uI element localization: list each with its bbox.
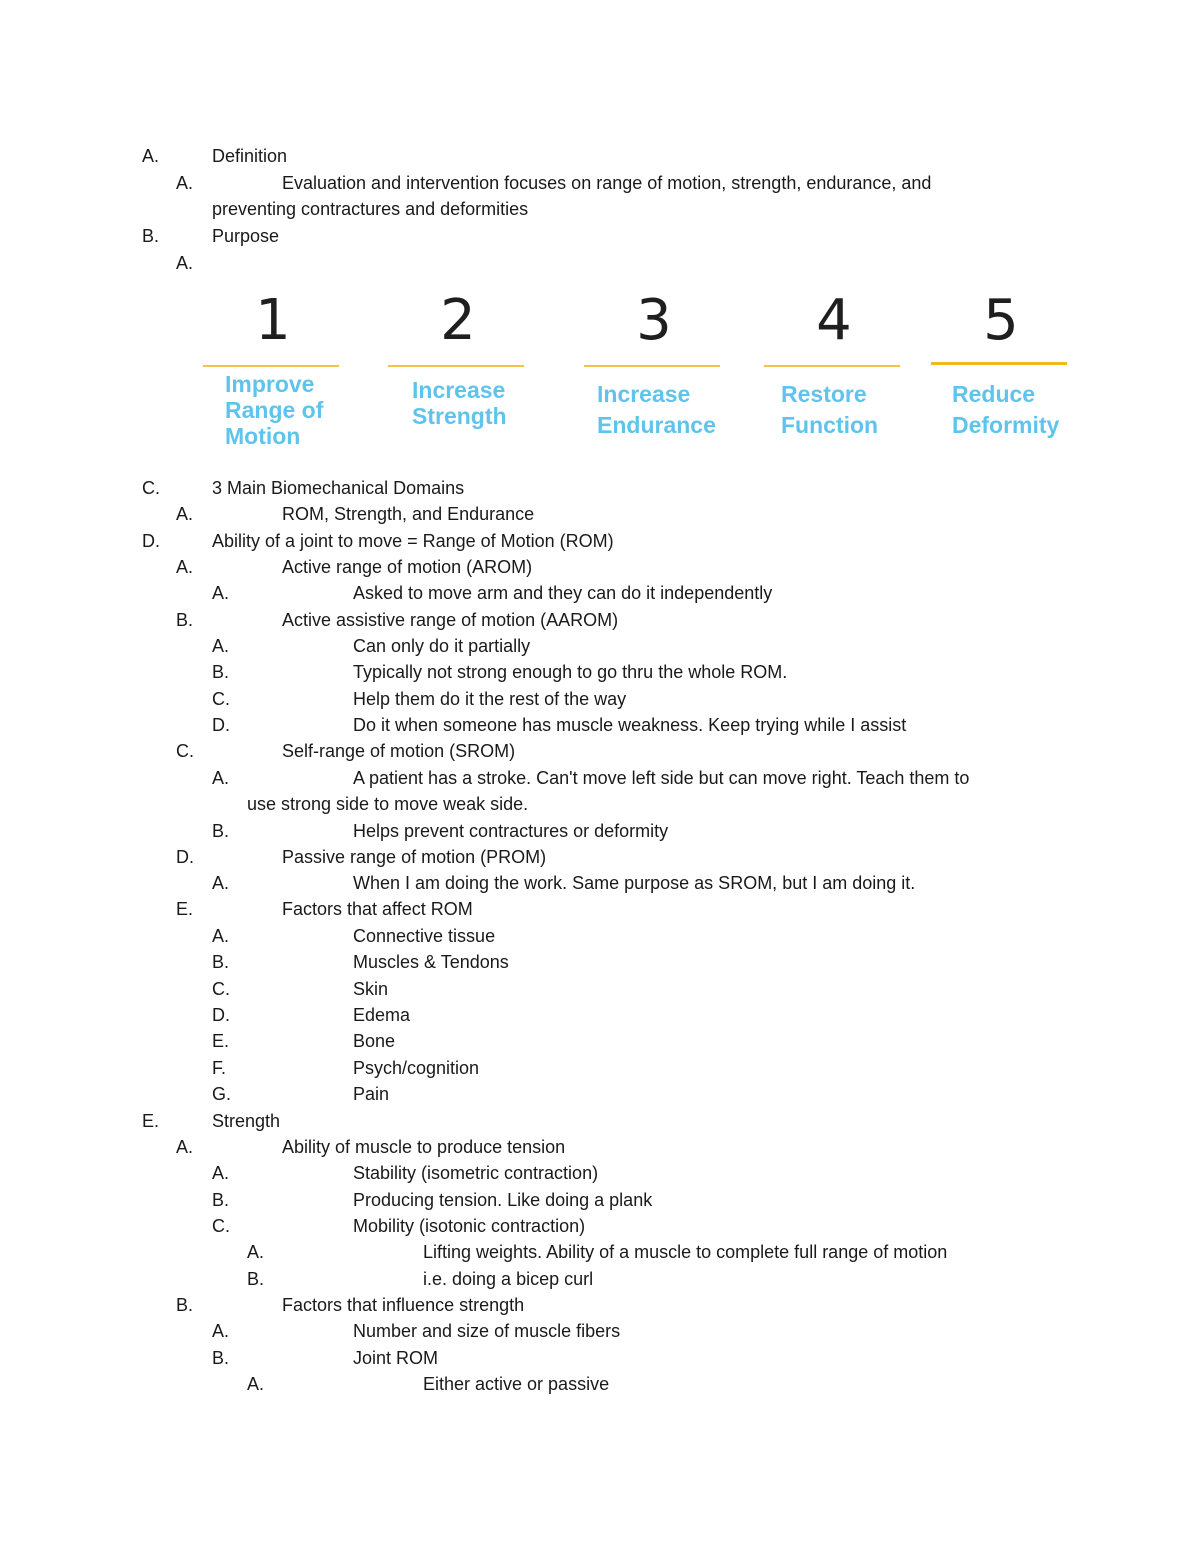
outline-text: Ability of a joint to move = Range of Motion (ROM) <box>212 531 614 551</box>
purpose-label-line: Strength <box>412 403 507 429</box>
outline-marker: C. <box>212 689 230 709</box>
outline-marker: A. <box>176 173 194 193</box>
outline-item <box>0 896 1200 922</box>
purpose-number: 1 <box>255 288 291 353</box>
outline-item <box>0 686 1200 712</box>
outline-item <box>0 1266 1200 1292</box>
outline-text: When I am doing the work. Same purpose as SROM, but I am doing it. <box>353 873 916 893</box>
outline-text: Connective tissue <box>353 926 496 946</box>
outline-marker: C. <box>212 979 230 999</box>
purpose-label-line: Increase <box>597 381 691 407</box>
purpose-label <box>781 379 941 441</box>
purpose-divider <box>203 365 339 367</box>
purpose-label-line: Range of <box>225 397 324 423</box>
outline-marker: A. <box>212 926 230 946</box>
purpose-divider <box>584 365 720 367</box>
purpose-item-4 <box>764 285 904 465</box>
outline-text: Can only do it partially <box>353 636 531 656</box>
outline-marker: A. <box>212 768 230 788</box>
outline-marker: A. <box>247 1374 265 1394</box>
outline-text: Muscles & Tendons <box>353 952 509 972</box>
outline-text: Helps prevent contractures or deformity <box>353 821 669 841</box>
outline-text: Mobility (isotonic contraction) <box>353 1216 586 1236</box>
outline-text: i.e. doing a bicep curl <box>423 1269 594 1289</box>
purpose-label-line: Deformity <box>952 412 1060 438</box>
outline-marker: D. <box>142 531 160 551</box>
outline-item <box>0 633 1200 659</box>
outline-text: Strength <box>212 1111 281 1131</box>
outline-item <box>0 1134 1200 1160</box>
outline-text: Passive range of motion (PROM) <box>282 847 547 867</box>
outline-marker: C. <box>212 1216 230 1236</box>
purpose-label-line: Endurance <box>597 412 716 438</box>
purpose-item-3 <box>584 285 724 465</box>
outline-marker: D. <box>212 715 230 735</box>
purpose-item-1 <box>203 285 343 465</box>
outline-text: Edema <box>353 1005 411 1025</box>
purpose-label <box>952 379 1112 441</box>
outline-item <box>0 923 1200 949</box>
outline-item <box>0 659 1200 685</box>
outline-item <box>0 223 1200 249</box>
outline-marker: B. <box>142 226 160 246</box>
outline-marker: E. <box>142 1111 160 1131</box>
purpose-divider <box>388 365 524 367</box>
outline-item <box>0 501 1200 527</box>
purpose-divider <box>764 365 900 367</box>
outline-marker: A. <box>142 146 160 166</box>
outline-marker: B. <box>212 1190 230 1210</box>
outline-item <box>0 1108 1200 1134</box>
outline-continuation: use strong side to move weak side. <box>247 794 529 814</box>
outline-text: Either active or passive <box>423 1374 610 1394</box>
outline-item <box>0 949 1200 975</box>
outline-text: Active assistive range of motion (AAROM) <box>282 610 619 630</box>
outline-item <box>0 1371 1200 1397</box>
purpose-label-line: Motion <box>225 423 301 449</box>
outline-text: Factors that influence strength <box>282 1295 525 1315</box>
outline-marker: F. <box>212 1058 227 1078</box>
outline-text: Ability of muscle to produce tension <box>282 1137 566 1157</box>
purpose-label <box>597 379 757 441</box>
outline-item <box>0 1213 1200 1239</box>
purpose-number: 4 <box>816 288 852 353</box>
outline-item <box>0 844 1200 870</box>
outline-text: Pain <box>353 1084 390 1104</box>
outline-text: 3 Main Biomechanical Domains <box>212 478 465 498</box>
outline-text: Definition <box>212 146 288 166</box>
outline-item <box>0 1345 1200 1371</box>
purpose-number: 3 <box>636 288 672 353</box>
outline-marker: B. <box>212 952 230 972</box>
outline-item <box>0 712 1200 738</box>
outline-item <box>0 1028 1200 1054</box>
outline-text: A patient has a stroke. Can't move left side but can move right. Teach them to <box>353 768 970 788</box>
outline-item <box>0 475 1200 501</box>
purpose-number: 5 <box>983 288 1019 353</box>
outline-item <box>0 1160 1200 1186</box>
outline-marker: C. <box>142 478 160 498</box>
outline-text: Typically not strong enough to go thru the whole ROM. <box>353 662 788 682</box>
outline-text: Joint ROM <box>353 1348 439 1368</box>
outline-item <box>0 170 1200 196</box>
outline-text: Lifting weights. Ability of a muscle to complete full range of motion <box>423 1242 948 1262</box>
outline-item <box>0 738 1200 764</box>
outline-marker: A. <box>176 253 194 273</box>
outline-item <box>0 765 1200 791</box>
outline-text: Factors that affect ROM <box>282 899 473 919</box>
purpose-divider <box>931 362 1067 365</box>
outline-text: ROM, Strength, and Endurance <box>282 504 535 524</box>
outline-marker: B. <box>176 1295 194 1315</box>
outline-text: Help them do it the rest of the way <box>353 689 627 709</box>
purpose-label-line: Restore <box>781 381 867 407</box>
purpose-number: 2 <box>440 288 476 353</box>
outline-item <box>0 607 1200 633</box>
outline-marker: A. <box>176 557 194 577</box>
purpose-label-line: Increase <box>412 377 506 403</box>
outline-marker: C. <box>176 741 194 761</box>
outline-item <box>0 1055 1200 1081</box>
purpose-label-line: Function <box>781 412 879 438</box>
outline-text: Producing tension. Like doing a plank <box>353 1190 653 1210</box>
purpose-label-line: Improve <box>225 371 315 397</box>
outline-text: Evaluation and intervention focuses on range of motion, strength, endurance, and <box>282 173 932 193</box>
outline-marker: E. <box>176 899 194 919</box>
outline-item <box>0 1318 1200 1344</box>
outline-text: Psych/cognition <box>353 1058 480 1078</box>
outline-marker: B. <box>212 662 230 682</box>
purpose-graphic <box>0 285 1200 465</box>
outline-marker: A. <box>176 504 194 524</box>
outline-marker: B. <box>212 821 230 841</box>
purpose-label-line: Reduce <box>952 381 1036 407</box>
outline-marker: B. <box>176 610 194 630</box>
outline-item <box>0 143 1200 169</box>
outline-marker: E. <box>212 1031 230 1051</box>
outline-item <box>0 554 1200 580</box>
purpose-label <box>412 377 572 429</box>
outline-marker: A. <box>247 1242 265 1262</box>
outline-text: Do it when someone has muscle weakness. Keep trying while I assist <box>353 715 907 735</box>
outline-item <box>0 1239 1200 1265</box>
outline-item <box>0 250 1200 276</box>
outline-text: Number and size of muscle fibers <box>353 1321 621 1341</box>
outline-item <box>0 1292 1200 1318</box>
outline-marker: G. <box>212 1084 232 1104</box>
outline-marker: A. <box>212 873 230 893</box>
outline-marker: A. <box>176 1137 194 1157</box>
outline-item <box>0 1187 1200 1213</box>
outline-text: Purpose <box>212 226 280 246</box>
purpose-item-2 <box>388 285 528 465</box>
outline-item <box>0 870 1200 896</box>
outline-marker: A. <box>212 583 230 603</box>
outline-text: Stability (isometric contraction) <box>353 1163 599 1183</box>
purpose-item-5 <box>931 285 1071 465</box>
outline-item <box>0 818 1200 844</box>
outline-text: Active range of motion (AROM) <box>282 557 533 577</box>
outline-item <box>0 976 1200 1002</box>
outline-marker: B. <box>247 1269 265 1289</box>
outline-item <box>0 528 1200 554</box>
outline-marker: A. <box>212 1163 230 1183</box>
outline-marker: A. <box>212 1321 230 1341</box>
purpose-label <box>225 371 385 449</box>
outline-text: Self-range of motion (SROM) <box>282 741 516 761</box>
outline-item <box>0 1002 1200 1028</box>
outline-continuation: preventing contractures and deformities <box>212 199 529 219</box>
outline-text: Bone <box>353 1031 396 1051</box>
outline-item <box>0 580 1200 606</box>
outline-text: Skin <box>353 979 389 999</box>
outline-text: Asked to move arm and they can do it independently <box>353 583 773 603</box>
outline-marker: A. <box>212 636 230 656</box>
outline-marker: B. <box>212 1348 230 1368</box>
outline-marker: D. <box>212 1005 230 1025</box>
outline-item <box>0 1081 1200 1107</box>
outline-marker: D. <box>176 847 194 867</box>
